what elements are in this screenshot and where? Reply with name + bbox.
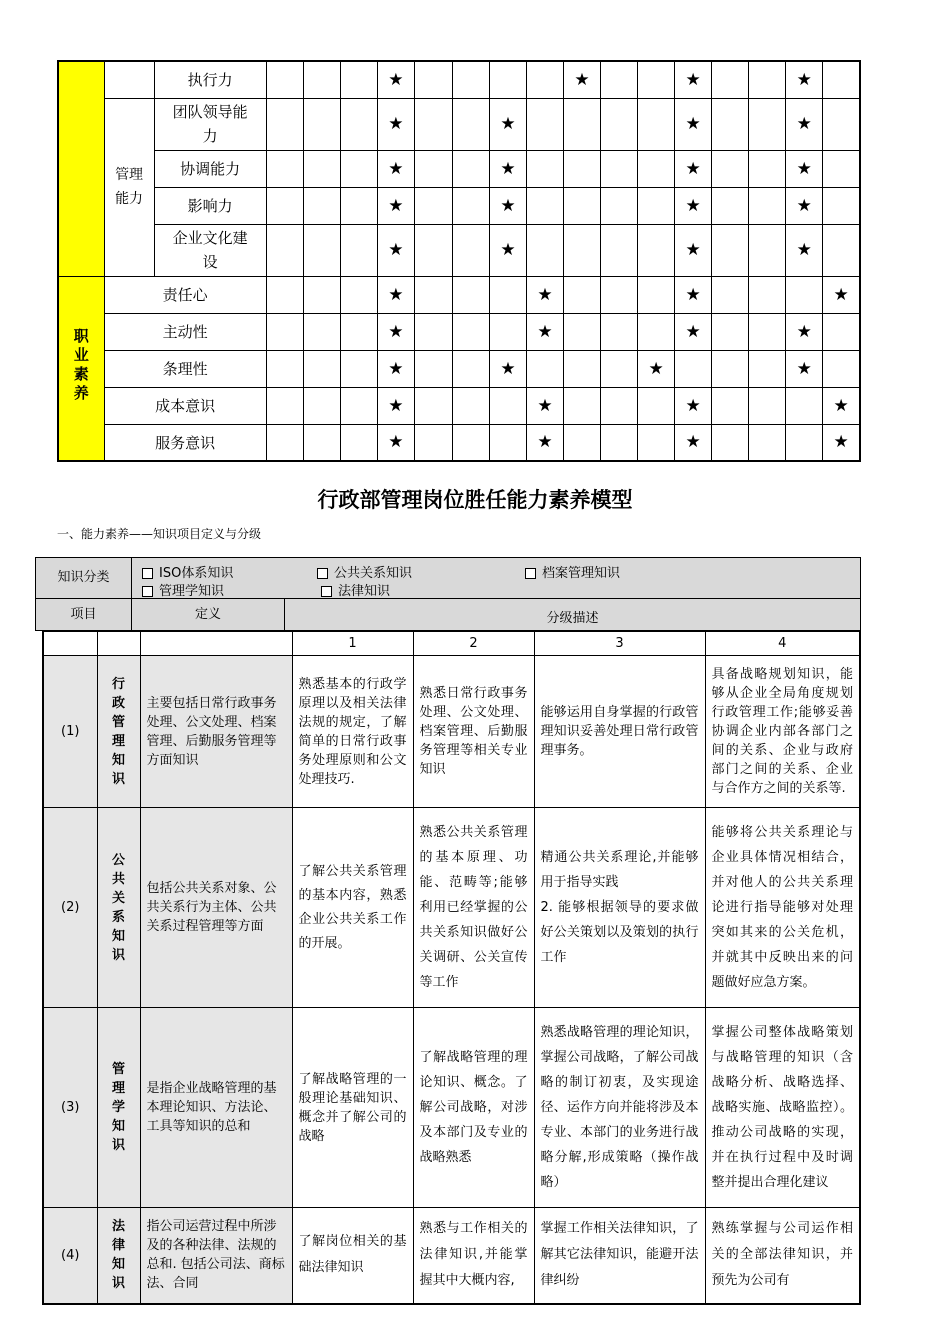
rating-cell	[786, 387, 823, 424]
col-item-header: 项目	[36, 599, 132, 630]
rating-cell	[823, 276, 860, 313]
rating-cell	[563, 313, 600, 350]
rating-cell	[452, 61, 489, 98]
rating-cell	[526, 424, 563, 461]
knowledge-row	[43, 1008, 860, 1208]
star-icon: ★	[796, 240, 812, 260]
rating-cell	[675, 350, 712, 387]
rating-cell	[675, 61, 712, 98]
rating-cell	[675, 276, 712, 313]
rating-cell	[303, 424, 340, 461]
row-number: (4)	[43, 1208, 97, 1304]
knowledge-name: 公共关系知识	[97, 808, 140, 1008]
rating-cell	[526, 224, 563, 276]
rating-cell	[303, 224, 340, 276]
rating-cell	[452, 98, 489, 150]
rating-cell	[266, 350, 303, 387]
rating-cell	[749, 313, 786, 350]
competency-row	[58, 98, 860, 150]
rating-cell	[712, 98, 749, 150]
competency-name: 协调能力	[154, 150, 266, 187]
star-icon: ★	[796, 158, 812, 179]
rating-cell	[601, 224, 638, 276]
option-iso[interactable]: ISO体系知识	[142, 562, 233, 581]
rating-cell	[414, 313, 452, 350]
rating-cell	[638, 313, 675, 350]
competency-row	[58, 224, 860, 276]
rating-cell	[563, 424, 600, 461]
competency-name: 执行力	[154, 61, 266, 98]
rating-cell	[266, 98, 303, 150]
blank-cell	[104, 61, 154, 98]
competency-name: 团队领导能力	[154, 98, 266, 150]
rating-cell	[563, 61, 600, 98]
rating-cell	[712, 61, 749, 98]
level-1-description: 了解战略管理的一般理论基础知识、概念并了解公司的战略	[292, 1008, 413, 1208]
option-public-relations[interactable]: 公共关系知识	[317, 562, 412, 581]
rating-cell	[414, 350, 452, 387]
star-icon: ★	[685, 114, 701, 134]
rating-cell	[749, 350, 786, 387]
row-number: (2)	[43, 808, 97, 1008]
rating-cell	[526, 61, 563, 98]
rating-cell	[638, 187, 675, 224]
blank-cell	[140, 631, 292, 656]
rating-cell	[526, 387, 563, 424]
rating-cell	[303, 61, 340, 98]
rating-cell	[489, 187, 526, 224]
rating-cell	[414, 187, 452, 224]
rating-cell	[675, 424, 712, 461]
star-icon: ★	[388, 358, 404, 379]
level-3-header: 3	[534, 631, 705, 656]
rating-cell	[823, 387, 860, 424]
rating-cell	[601, 350, 638, 387]
level-header-row	[43, 631, 860, 656]
rating-cell	[340, 98, 377, 150]
knowledge-level-table	[42, 630, 861, 1305]
rating-cell	[377, 313, 414, 350]
competency-star-table	[57, 60, 861, 462]
rating-cell	[563, 187, 600, 224]
rating-cell	[601, 387, 638, 424]
star-icon: ★	[388, 284, 404, 305]
option-management[interactable]: 管理学知识	[142, 580, 224, 599]
rating-cell	[601, 187, 638, 224]
checkbox[interactable]	[142, 586, 153, 597]
rating-cell	[563, 98, 600, 150]
rating-cell	[823, 313, 860, 350]
rating-cell	[489, 424, 526, 461]
rating-cell	[489, 61, 526, 98]
level-1-description: 了解岗位相关的基础法律知识	[292, 1208, 413, 1304]
competency-name: 成本意识	[104, 387, 266, 424]
rating-cell	[452, 276, 489, 313]
rating-cell	[266, 61, 303, 98]
knowledge-category-label: 知识分类	[36, 558, 132, 598]
rating-cell	[303, 350, 340, 387]
competency-row	[58, 61, 860, 98]
knowledge-row	[43, 1208, 860, 1304]
rating-cell	[638, 387, 675, 424]
rating-cell	[601, 424, 638, 461]
star-icon: ★	[500, 114, 516, 134]
rating-cell	[786, 187, 823, 224]
knowledge-name: 管理学知识	[97, 1008, 140, 1208]
competency-name: 服务意识	[104, 424, 266, 461]
rating-cell	[749, 61, 786, 98]
rating-cell	[526, 276, 563, 313]
row-number: (1)	[43, 656, 97, 808]
rating-cell	[712, 224, 749, 276]
star-icon: ★	[388, 395, 404, 416]
rating-cell	[675, 187, 712, 224]
star-icon: ★	[796, 195, 812, 216]
rating-cell	[786, 224, 823, 276]
rating-cell	[712, 424, 749, 461]
level-3-description: 精通公共关系理论,并能够用于指导实践 2. 能够根据领导的要求做好公关策划以及策划的执行工作	[534, 808, 705, 1008]
rating-cell	[786, 350, 823, 387]
competency-row	[58, 424, 860, 461]
star-icon: ★	[796, 358, 812, 379]
rating-cell	[489, 150, 526, 187]
rating-cell	[340, 424, 377, 461]
rating-cell	[786, 98, 823, 150]
rating-cell	[414, 61, 452, 98]
rating-cell	[303, 187, 340, 224]
rating-cell	[377, 424, 414, 461]
rating-cell	[452, 387, 489, 424]
competency-name: 企业文化建设	[154, 224, 266, 276]
rating-cell	[303, 150, 340, 187]
rating-cell	[749, 224, 786, 276]
rating-cell	[675, 313, 712, 350]
rating-cell	[377, 276, 414, 313]
level-2-description: 熟悉与工作相关的法律知识,并能掌握其中大概内容,	[413, 1208, 534, 1304]
rating-cell	[303, 276, 340, 313]
star-icon: ★	[685, 395, 701, 416]
star-icon: ★	[388, 114, 404, 134]
star-icon: ★	[388, 240, 404, 260]
star-icon: ★	[574, 69, 590, 90]
rating-cell	[340, 387, 377, 424]
level-1-header: 1	[292, 631, 413, 656]
rating-cell	[266, 424, 303, 461]
rating-cell	[340, 150, 377, 187]
rating-cell	[340, 313, 377, 350]
competency-row	[58, 387, 860, 424]
rating-cell	[414, 224, 452, 276]
knowledge-definition: 主要包括日常行政事务处理、公文处理、档案管理、后勤服务管理等方面知识	[140, 656, 292, 808]
rating-cell	[377, 387, 414, 424]
blank-cell	[97, 631, 140, 656]
rating-cell	[823, 61, 860, 98]
checkbox[interactable]	[525, 568, 536, 579]
rating-cell	[340, 187, 377, 224]
level-4-description: 具备战略规划知识，能够从企业全局角度规划行政管理工作;能够妥善协调企业内部各部门之间的关系、企业与政府部门之间的关系、企业与合作方之间的关系等.	[705, 656, 860, 808]
rating-cell	[786, 61, 823, 98]
rating-cell	[452, 150, 489, 187]
rating-cell	[823, 98, 860, 150]
rating-cell	[377, 98, 414, 150]
level-3-description: 掌握工作相关法律知识，了解其它法律知识，能避开法律纠纷	[534, 1208, 705, 1304]
subgroup-label-text: 管理能力	[115, 167, 144, 207]
rating-cell	[266, 150, 303, 187]
competency-row	[58, 313, 860, 350]
rating-cell	[303, 98, 340, 150]
competency-row	[58, 276, 860, 313]
rating-cell	[303, 313, 340, 350]
rating-cell	[414, 276, 452, 313]
rating-cell	[563, 276, 600, 313]
rating-cell	[749, 98, 786, 150]
star-icon: ★	[537, 284, 553, 305]
rating-cell	[675, 224, 712, 276]
rating-cell	[563, 350, 600, 387]
star-icon: ★	[388, 158, 404, 179]
rating-cell	[563, 387, 600, 424]
option-law[interactable]: 法律知识	[321, 580, 390, 599]
rating-cell	[638, 98, 675, 150]
rating-cell	[601, 98, 638, 150]
row-number: (3)	[43, 1008, 97, 1208]
knowledge-header	[35, 557, 861, 631]
rating-cell	[526, 98, 563, 150]
rating-cell	[675, 387, 712, 424]
star-icon: ★	[796, 69, 812, 90]
col-levels-header: 分级描述	[546, 611, 599, 626]
rating-cell	[414, 150, 452, 187]
level-2-description: 熟悉日常行政事务处理、公文处理、档案管理、后勤服务管理等相关专业知识	[413, 656, 534, 808]
rating-cell	[489, 350, 526, 387]
level-4-description: 熟练掌握与公司运作相关的全部法律知识，并预先为公司有	[705, 1208, 860, 1304]
star-icon: ★	[685, 240, 701, 260]
rating-cell	[749, 387, 786, 424]
rating-cell	[749, 187, 786, 224]
col-def-header: 定义	[132, 599, 285, 630]
star-icon: ★	[796, 321, 812, 342]
rating-cell	[638, 276, 675, 313]
knowledge-definition: 包括公共关系对象、公共关系行为主体、公共关系过程管理等方面	[140, 808, 292, 1008]
level-1-description: 熟悉基本的行政学原理以及相关法律法规的规定，了解简单的日常行政事务处理原则和公文处理技巧.	[292, 656, 413, 808]
star-icon: ★	[833, 284, 849, 305]
rating-cell	[601, 61, 638, 98]
knowledge-category-row	[36, 558, 860, 599]
level-2-description: 了解战略管理的理论知识、概念。了解公司战略，对涉及本部门及专业的战略熟悉	[413, 1008, 534, 1208]
rating-cell	[266, 276, 303, 313]
rating-cell	[601, 276, 638, 313]
star-icon: ★	[685, 284, 701, 305]
rating-cell	[489, 224, 526, 276]
section-label: 一、能力素养——知识项目定义与分级	[57, 527, 262, 541]
subgroup-label	[104, 98, 154, 276]
rating-cell	[414, 424, 452, 461]
level-2-description: 熟悉公共关系管理的基本原理、功能、范畴等;能够利用已经掌握的公共关系知识做好公关调研、公关宣传等工作	[413, 808, 534, 1008]
rating-cell	[303, 387, 340, 424]
rating-cell	[489, 313, 526, 350]
rating-cell	[489, 387, 526, 424]
knowledge-definition: 指公司运营过程中所涉及的各种法律、法规的总和. 包括公司法、商标法、合同	[140, 1208, 292, 1304]
star-icon: ★	[537, 395, 553, 416]
rating-cell	[749, 424, 786, 461]
star-icon: ★	[685, 195, 701, 216]
rating-cell	[601, 313, 638, 350]
star-icon: ★	[833, 395, 849, 416]
rating-cell	[675, 150, 712, 187]
rating-cell	[563, 150, 600, 187]
rating-cell	[266, 224, 303, 276]
rating-cell	[638, 350, 675, 387]
rating-cell	[340, 350, 377, 387]
competency-row	[58, 150, 860, 187]
knowledge-name: 法律知识	[97, 1208, 140, 1304]
rating-cell	[823, 150, 860, 187]
rating-cell	[340, 276, 377, 313]
rating-cell	[266, 387, 303, 424]
knowledge-name: 行政管理知识	[97, 656, 140, 808]
rating-cell	[638, 150, 675, 187]
competency-row	[58, 350, 860, 387]
rating-cell	[712, 387, 749, 424]
rating-cell	[377, 224, 414, 276]
rating-cell	[749, 276, 786, 313]
star-icon: ★	[388, 195, 404, 216]
star-icon: ★	[685, 158, 701, 179]
star-icon: ★	[685, 69, 701, 90]
rating-cell	[452, 187, 489, 224]
star-icon: ★	[500, 240, 516, 260]
rating-cell	[786, 276, 823, 313]
rating-cell	[489, 276, 526, 313]
level-4-description: 能够将公共关系理论与企业具体情况相结合，并对他人的公共关系理论进行指导能够对处理突如其来的公关危机，并就其中反映出来的问题做好应急方案。	[705, 808, 860, 1008]
star-icon: ★	[388, 432, 404, 453]
level-3-description: 能够运用自身掌握的行政管理知识妥善处理日常行政管理事务。	[534, 656, 705, 808]
rating-cell	[526, 350, 563, 387]
rating-cell	[414, 387, 452, 424]
rating-cell	[377, 187, 414, 224]
rating-cell	[340, 61, 377, 98]
rating-cell	[452, 424, 489, 461]
rating-cell	[377, 350, 414, 387]
rating-cell	[712, 313, 749, 350]
rating-cell	[712, 187, 749, 224]
option-archive[interactable]: 档案管理知识	[525, 562, 620, 581]
competency-name: 主动性	[104, 313, 266, 350]
star-icon: ★	[500, 195, 516, 216]
rating-cell	[638, 224, 675, 276]
rating-cell	[340, 224, 377, 276]
star-icon: ★	[537, 432, 553, 453]
rating-cell	[823, 224, 860, 276]
checkbox[interactable]	[317, 568, 328, 579]
star-icon: ★	[685, 321, 701, 342]
rating-cell	[526, 187, 563, 224]
knowledge-definition: 是指企业战略管理的基本理论知识、方法论、工具等知识的总和	[140, 1008, 292, 1208]
rating-cell	[266, 313, 303, 350]
group-label-cell	[58, 61, 104, 276]
rating-cell	[377, 61, 414, 98]
checkbox[interactable]	[321, 586, 332, 597]
knowledge-row	[43, 656, 860, 808]
blank-cell	[43, 631, 97, 656]
star-icon: ★	[388, 321, 404, 342]
level-1-description: 了解公共关系管理的基本内容，熟悉企业公共关系工作的开展。	[292, 808, 413, 1008]
knowledge-row	[43, 808, 860, 1008]
rating-cell	[452, 224, 489, 276]
star-icon: ★	[537, 321, 553, 342]
level-3-description: 熟悉战略管理的理论知识，掌握公司战略，了解公司战略的制订初衷，及实现途径、运作方向并能将涉及本专业、本部门的业务进行战略分解,形成策略（操作战略）	[534, 1008, 705, 1208]
group-label: 职业素养	[71, 328, 90, 405]
star-icon: ★	[500, 358, 516, 379]
rating-cell	[638, 424, 675, 461]
rating-cell	[786, 150, 823, 187]
rating-cell	[601, 150, 638, 187]
competency-name: 条理性	[104, 350, 266, 387]
rating-cell	[638, 61, 675, 98]
rating-cell	[563, 224, 600, 276]
level-4-header: 4	[705, 631, 860, 656]
group-label-cell	[58, 276, 104, 461]
star-icon: ★	[500, 158, 516, 179]
star-icon: ★	[833, 432, 849, 453]
level-4-description: 掌握公司整体战略策划与战略管理的知识（含战略分析、战略选择、战略实施、战略监控）。推动公司战略的实现，并在执行过程中及时调整并提出合理化建议	[705, 1008, 860, 1208]
rating-cell	[823, 187, 860, 224]
rating-cell	[377, 150, 414, 187]
rating-cell	[712, 276, 749, 313]
rating-cell	[749, 150, 786, 187]
rating-cell	[712, 350, 749, 387]
rating-cell	[712, 150, 749, 187]
rating-cell	[786, 424, 823, 461]
star-icon: ★	[388, 69, 404, 90]
star-icon: ★	[796, 114, 812, 134]
rating-cell	[786, 313, 823, 350]
rating-cell	[823, 350, 860, 387]
star-icon: ★	[648, 358, 664, 379]
page-title: 行政部管理岗位胜任能力素养模型	[317, 488, 633, 512]
rating-cell	[414, 98, 452, 150]
star-icon: ★	[685, 432, 701, 453]
competency-row	[58, 187, 860, 224]
competency-name: 影响力	[154, 187, 266, 224]
rating-cell	[526, 313, 563, 350]
rating-cell	[452, 350, 489, 387]
rating-cell	[823, 424, 860, 461]
rating-cell	[489, 98, 526, 150]
competency-name: 责任心	[104, 276, 266, 313]
level-2-header: 2	[413, 631, 534, 656]
rating-cell	[452, 313, 489, 350]
rating-cell	[675, 98, 712, 150]
rating-cell	[526, 150, 563, 187]
checkbox[interactable]	[142, 568, 153, 579]
rating-cell	[266, 187, 303, 224]
